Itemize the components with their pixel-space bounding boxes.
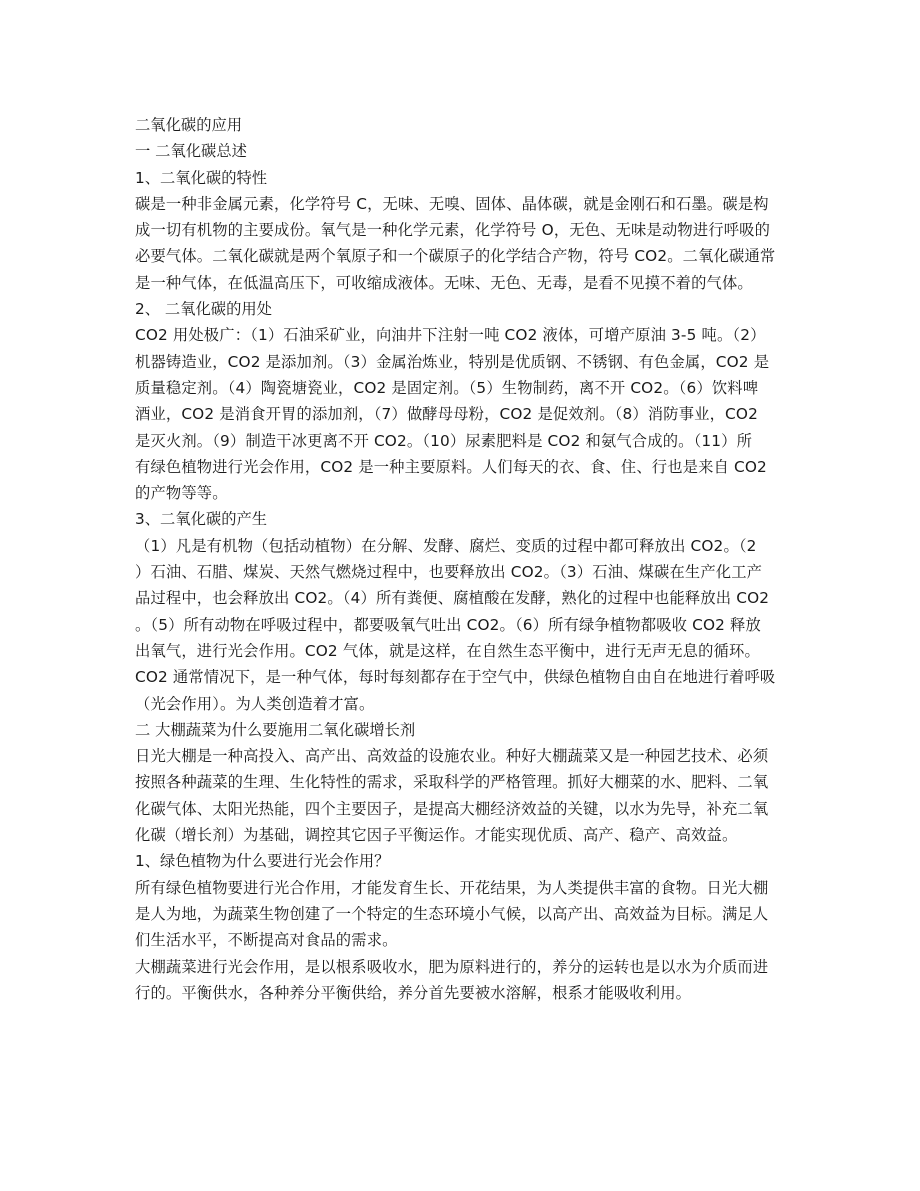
paragraph-line: 所有绿色植物要进行光合作用，才能发育生长、开花结果，为人类提供丰富的食物。日光大棚: [135, 878, 769, 897]
subsection-heading: 2、 二氧化碳的用处: [135, 300, 272, 319]
paragraph-line: 酒业，CO2 是消食开胃的添加剂，（7）做酵母母粉，CO2 是促效剂。（8）消防事业，CO2: [135, 405, 758, 424]
section-heading: 二 大棚蔬菜为什么要施用二氧化碳增长剂: [135, 720, 416, 739]
paragraph-line: CO2 用处极广：（1）石油采矿业，向油井下注射一吨 CO2 液体，可增产原油 3-5 吨。（2）: [135, 326, 766, 345]
paragraph-line: 行的。平衡供水，各种养分平衡供给，养分首先要被水溶解，根系才能吸收利用。: [135, 983, 692, 1002]
paragraph-line: 化碳（增长剂）为基础，调控其它因子平衡运作。才能实现优质、高产、稳产、高效益。: [135, 826, 738, 845]
paragraph-line: 日光大棚是一种高投入、高产出、高效益的设施农业。种好大棚蔬菜又是一种园艺技术、必须: [135, 747, 769, 766]
paragraph-line: 机器铸造业，CO2 是添加剂。（3）金属治炼业，特别是优质钢、不锈钢、有色金属，CO2 是: [135, 352, 770, 371]
subsection-heading: 1、二氧化碳的特性: [135, 168, 268, 187]
paragraph-line: 质量稳定剂。（4）陶瓷塘瓷业，CO2 是固定剂。（5）生物制药，离不开 CO2。（6）饮料啤: [135, 378, 759, 397]
paragraph-line: 按照各种蔬菜的生理、生化特性的需求，采取科学的严格管理。抓好大棚菜的水、肥料、二氧: [135, 773, 769, 792]
paragraph-line: （1）凡是有机物（包括动植物）在分解、发酵、腐烂、变质的过程中都可释放出 CO2。（2: [135, 536, 757, 555]
subsection-heading: 1、绿色植物为什么要进行光会作用？: [135, 852, 390, 871]
paragraph-line: 是灭火剂。（9）制造干冰更离不开 CO2。（10）尿素肥料是 CO2 和氨气合成的。（11）所: [135, 431, 753, 450]
paragraph-line: 是一种气体，在低温高压下，可收缩成液体。无味、无色、无毒，是看不见摸不着的气体。: [135, 273, 753, 292]
paragraph-line: 的产物等等。: [135, 484, 228, 503]
document-page: [135, 112, 777, 1006]
section-heading: 一 二氧化碳总述: [135, 142, 247, 161]
paragraph-line: CO2 通常情况下，是一种气体，每时每刻都存在于空气中，供绿色植物自由自在地进行着呼吸: [135, 668, 776, 687]
paragraph-line: 成一切有机物的主要成份。氧气是一种化学元素，化学符号 O，无色、无味是动物进行呼吸的: [135, 221, 771, 240]
subsection-heading: 3、二氧化碳的产生: [135, 510, 268, 529]
paragraph-line: 品过程中，也会释放出 CO2。（4）所有粪便、腐植酸在发酵，熟化的过程中也能释放出 CO2: [135, 589, 770, 608]
paragraph-line: 碳是一种非金属元素，化学符号 C，无味、无嗅、固体、晶体碳，就是金刚石和石墨。碳是构: [135, 194, 769, 213]
paragraph-line: 出氧气，进行光会作用。CO2 气体，就是这样，在自然生态平衡中，进行无声无息的循环。: [135, 641, 760, 660]
paragraph-line: 是人为地，为蔬菜生物创建了一个特定的生态环境小气候，以高产出、高效益为目标。满足人: [135, 904, 769, 923]
paragraph-line: 有绿色植物进行光会作用，CO2 是一种主要原料。人们每天的衣、食、住、行也是来自 CO2: [135, 457, 767, 476]
paragraph-line: 。（5）所有动物在呼吸过程中，都要吸氧气吐出 CO2。（6）所有绿争植物都吸收 CO2 释放: [135, 615, 761, 634]
paragraph-line: 大棚蔬菜进行光会作用，是以根系吸收水，肥为原料进行的，养分的运转也是以水为介质而进: [135, 957, 769, 976]
paragraph-line: ）石油、石腊、煤炭、天然气燃烧过程中，也要释放出 CO2。（3）石油、煤碳在生产化工产: [135, 563, 763, 582]
paragraph-line: 必要气体。二氧化碳就是两个氧原子和一个碳原子的化学结合产物，符号 CO2。二氧化碳通常: [135, 247, 776, 266]
paragraph-line: 们生活水平，不断提高对食品的需求。: [135, 931, 398, 950]
paragraph-line: （光会作用）。为人类创造着才富。: [135, 694, 375, 713]
document-title: 二氧化碳的应用: [135, 116, 243, 134]
paragraph-line: 化碳气体、太阳光热能，四个主要因子，是提高大棚经济效益的关键，以水为先导，补充二氧: [135, 799, 769, 818]
